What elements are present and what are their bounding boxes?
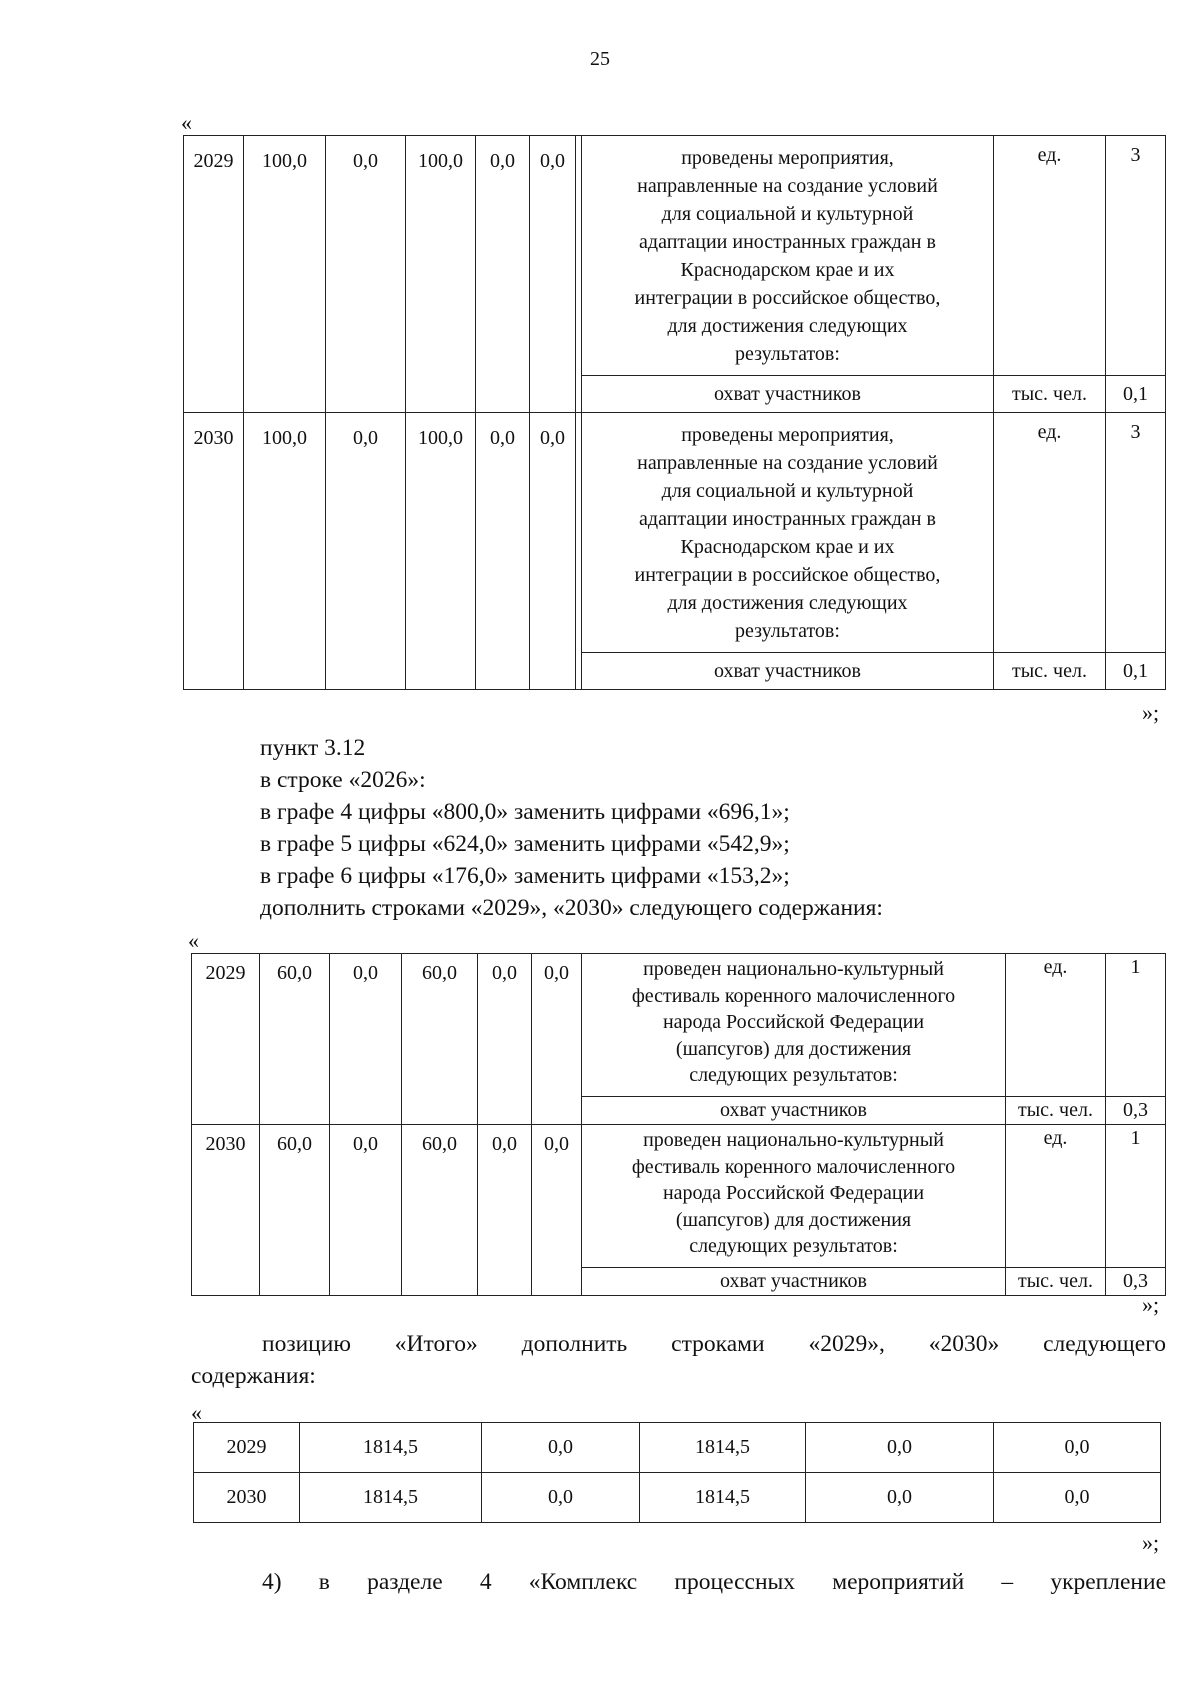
result-unit: тыс. чел. [1006,1268,1106,1296]
value-cell: 60,0 [260,954,330,1125]
value-cell: 0,0 [482,1473,640,1523]
table-events-1 [183,135,1166,690]
year-cell: 2030 [194,1473,300,1523]
result-unit: тыс. чел. [1006,1097,1106,1125]
year-cell: 2029 [192,954,260,1125]
value-cell: 0,0 [530,136,576,413]
value-cell: 60,0 [260,1125,330,1296]
value-cell: 0,0 [994,1423,1161,1473]
value-cell: 60,0 [402,1125,478,1296]
value-cell: 0,0 [532,954,582,1125]
event-unit: ед. [1006,1125,1106,1268]
value-cell: 0,0 [532,1125,582,1296]
table-row [184,413,1166,653]
instruction-line: дополнить строками «2029», «2030» следующего содержания: [260,895,883,921]
table-row [194,1423,1161,1473]
itogo-line-2: содержания: [191,1363,316,1389]
event-unit: ед. [994,413,1106,653]
event-value: 1 [1106,954,1166,1097]
value-cell: 0,0 [326,413,406,690]
year-cell: 2030 [184,413,244,690]
value-cell: 1814,5 [640,1423,806,1473]
value-cell: 0,0 [806,1423,994,1473]
value-cell: 1814,5 [300,1473,482,1523]
section-4-line: 4) в разделе 4 «Комплекс процессных мероприятий – укрепление [262,1569,1166,1595]
event-description: проведены мероприятия, направленные на создание условий для социальной и культурной адаптации иностранных граждан в Краснодарском крае и их интеграции в российское общество, для достижения следующих результатов: [582,413,994,653]
value-cell: 100,0 [244,136,326,413]
open-quote-2: « [188,928,199,953]
value-cell: 0,0 [330,954,402,1125]
result-value: 0,1 [1106,653,1166,690]
close-quote-1: »; [1142,700,1160,725]
open-quote-1: « [181,110,192,135]
result-label: охват участников [582,1097,1006,1125]
table-row [192,954,1166,1097]
event-value: 3 [1106,413,1166,653]
event-value: 3 [1106,136,1166,376]
value-cell: 0,0 [478,954,532,1125]
value-cell: 0,0 [530,413,576,690]
value-cell: 60,0 [402,954,478,1125]
event-unit: ед. [994,136,1106,376]
close-quote-3: »; [1142,1530,1160,1555]
value-cell: 0,0 [330,1125,402,1296]
result-label: охват участников [582,653,994,690]
value-cell: 1814,5 [300,1423,482,1473]
instruction-line: пункт 3.12 [260,735,366,761]
value-cell: 0,0 [482,1423,640,1473]
event-description: проведен национально-культурный фестиваль коренного малочисленного народа Российской Федерации (шапсугов) для достижения следующих результатов: [582,954,1006,1097]
instruction-line: в строке «2026»: [260,767,426,793]
year-cell: 2029 [184,136,244,413]
value-cell: 0,0 [476,413,530,690]
year-cell: 2030 [192,1125,260,1296]
table-events-2 [191,953,1166,1296]
close-quote-2: »; [1142,1292,1160,1317]
table-row [192,1125,1166,1268]
itogo-line-1: позицию «Итого» дополнить строками «2029», «2030» следующего [262,1331,1166,1357]
event-value: 1 [1106,1125,1166,1268]
result-value: 0,3 [1106,1268,1166,1296]
open-quote-3: « [191,1400,202,1425]
table-itogo [193,1422,1161,1523]
value-cell: 0,0 [994,1473,1161,1523]
instruction-line: в графе 4 цифры «800,0» заменить цифрами «696,1»; [260,799,790,825]
result-unit: тыс. чел. [994,376,1106,413]
instruction-line: в графе 5 цифры «624,0» заменить цифрами «542,9»; [260,831,790,857]
value-cell: 0,0 [806,1473,994,1523]
page-number: 25 [590,48,610,70]
event-description: проведен национально-культурный фестиваль коренного малочисленного народа Российской Федерации (шапсугов) для достижения следующих результатов: [582,1125,1006,1268]
result-label: охват участников [582,1268,1006,1296]
instructions [260,732,883,924]
value-cell: 0,0 [326,136,406,413]
value-cell: 0,0 [478,1125,532,1296]
result-label: охват участников [582,376,994,413]
instruction-line: в графе 6 цифры «176,0» заменить цифрами «153,2»; [260,863,790,889]
value-cell: 1814,5 [640,1473,806,1523]
event-description: проведены мероприятия, направленные на создание условий для социальной и культурной адаптации иностранных граждан в Краснодарском крае и их интеграции в российское общество, для достижения следующих результатов: [582,136,994,376]
result-value: 0,1 [1106,376,1166,413]
value-cell: 100,0 [406,413,476,690]
result-unit: тыс. чел. [994,653,1106,690]
event-unit: ед. [1006,954,1106,1097]
value-cell: 0,0 [476,136,530,413]
value-cell: 100,0 [406,136,476,413]
table-row [184,136,1166,376]
year-cell: 2029 [194,1423,300,1473]
result-value: 0,3 [1106,1097,1166,1125]
value-cell: 100,0 [244,413,326,690]
table-row [194,1473,1161,1523]
